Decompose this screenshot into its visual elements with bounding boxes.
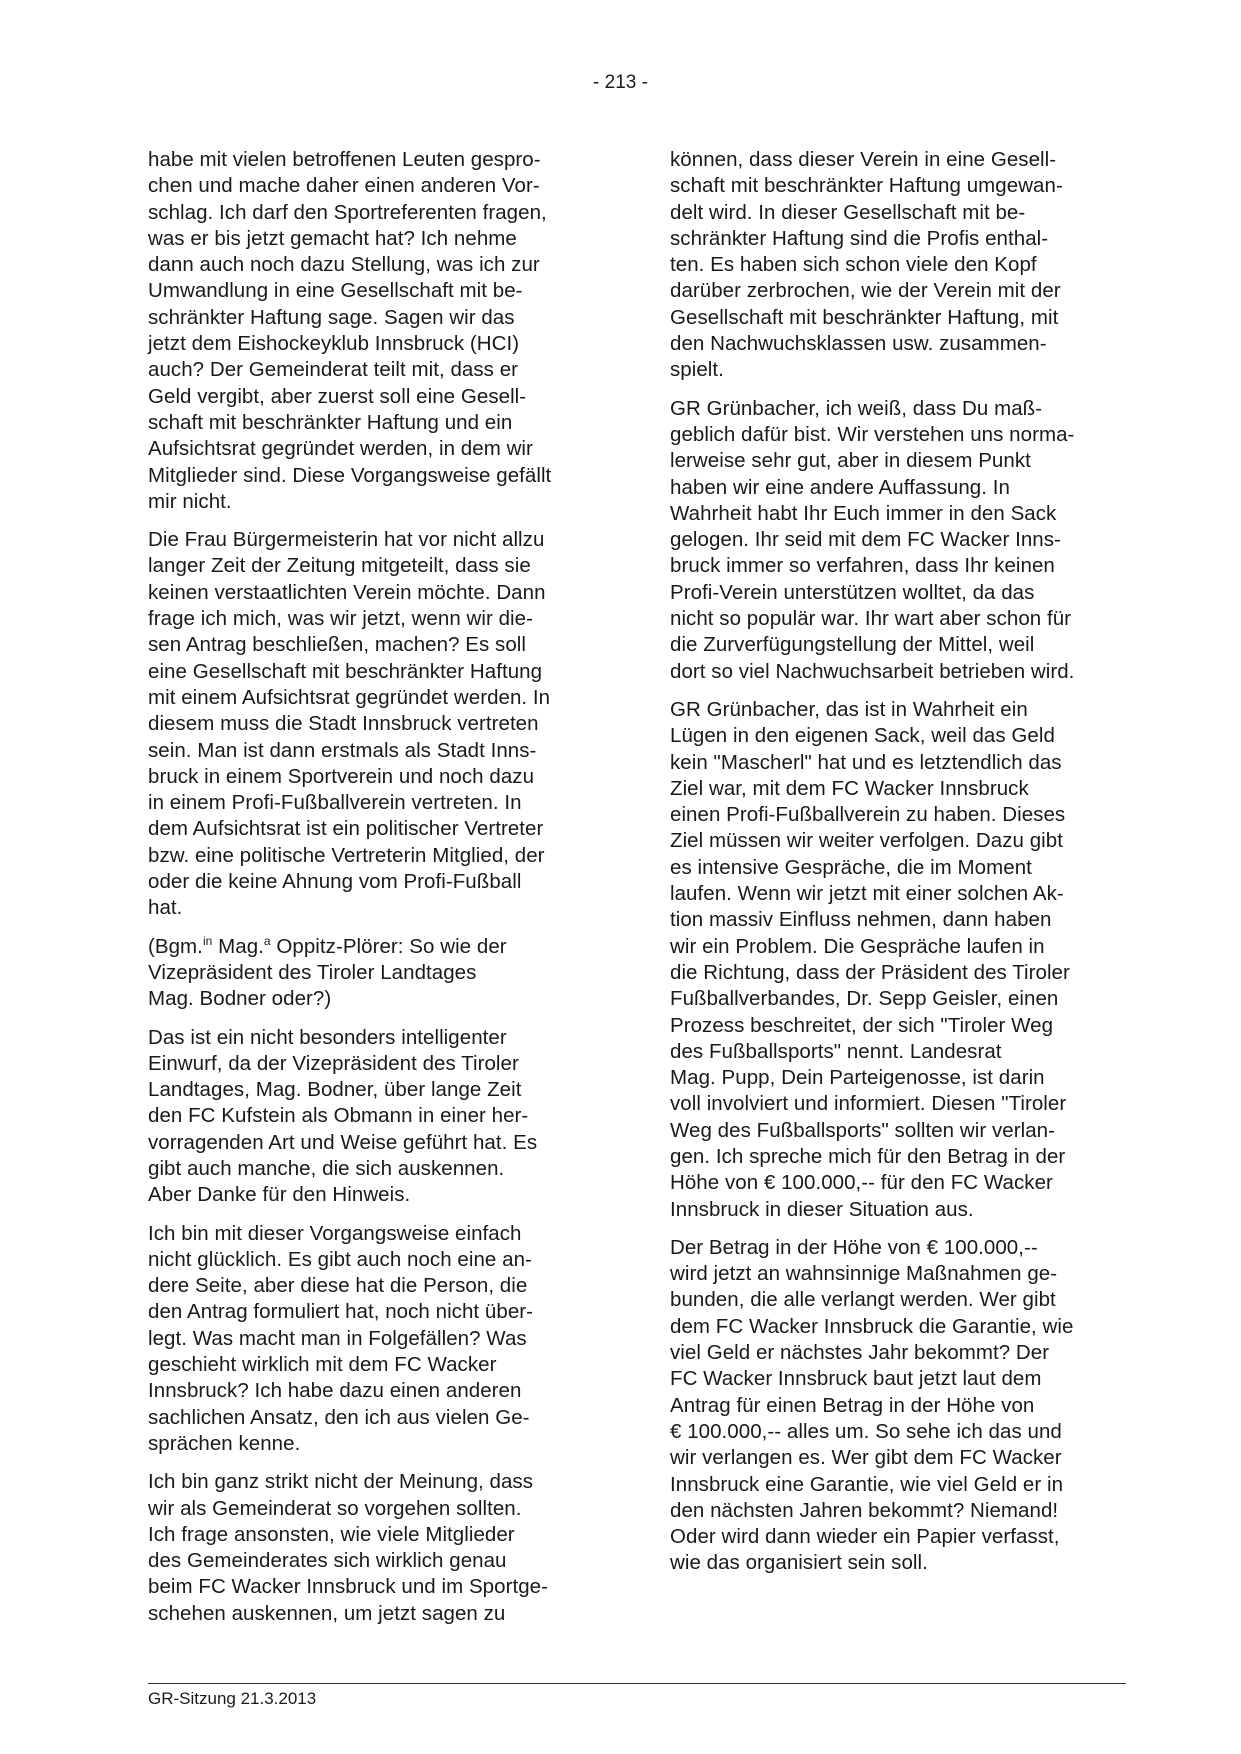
left-column [148,147,603,1639]
text-line: GR Grünbacher, das ist in Wahrheit ein [670,697,1028,721]
text-line: schränkter Haftung sind die Profis enthal- [670,226,1049,250]
text-line: keinen verstaatlichten Verein möchte. Dann [148,580,546,604]
text-line: schlag. Ich darf den Sportreferenten fragen, [148,200,547,224]
interjection-line-2: Vizepräsident des Tiroler Landtages [148,960,477,984]
text-line: eine Gesellschaft mit beschränkter Haftung [148,659,543,683]
text-line: Ich bin ganz strikt nicht der Meinung, dass [148,1470,534,1494]
text-line: diesem muss die Stadt Innsbruck vertreten [148,712,539,736]
text-line: wird jetzt an wahnsinnige Maßnahmen ge- [670,1262,1058,1286]
text-line: den Nachwuchsklassen usw. zusammen- [670,332,1047,356]
text-line: oder die keine Ahnung vom Profi-Fußball [148,870,522,894]
text-line: schaft mit beschränkter Haftung und ein [148,410,513,434]
text-line: Aber Danke für den Hinweis. [148,1183,411,1207]
text-line: hat. [148,896,183,920]
text-line: laufen. Wenn wir jetzt mit einer solchen Ak- [670,882,1064,906]
text-line: Der Betrag in der Höhe von € 100.000,-- [670,1235,1038,1259]
interjection-line-1-text: Oppitz-Plörer: So wie der [270,934,507,958]
text-line: GR Grünbacher, ich weiß, dass Du maß- [670,396,1043,420]
interjection-bgm: (Bgm. [148,934,203,958]
text-line: den FC Kufstein als Obmann in einer her- [148,1104,529,1128]
text-line: wir ein Problem. Die Gespräche laufen in [670,934,1045,958]
text-line: Innsbruck eine Garantie, wie viel Geld er in [670,1472,1064,1496]
text-line: vorragenden Art und Weise geführt hat. Es [148,1130,538,1154]
text-line: nicht so populär war. Ihr wart aber schon für [670,607,1072,631]
text-line: legt. Was macht man in Folgefällen? Was [148,1326,527,1350]
text-line: dem FC Wacker Innsbruck die Garantie, wie [670,1314,1074,1338]
text-line: Antrag für einen Betrag in der Höhe von [670,1393,1035,1417]
text-line: Mitglieder sind. Diese Vorgangsweise gefällt [148,463,552,487]
text-line: einen Profi-Fußballverein zu haben. Dieses [670,803,1066,827]
text-line: können, dass dieser Verein in eine Gesell- [670,148,1057,171]
text-line: geblich dafür bist. Wir verstehen uns norma- [670,422,1075,446]
text-line: in einem Profi-Fußballverein vertreten. In [148,791,522,815]
text-line: Das ist ein nicht besonders intelligenter [148,1025,507,1049]
footer-divider [148,1683,1126,1684]
text-line: mir nicht. [148,489,232,513]
text-line: bunden, die alle verlangt werden. Wer gibt [670,1288,1056,1312]
text-line: Aufsichtsrat gegründet werden, in dem wir [148,437,533,461]
text-line: bruck immer so verfahren, dass Ihr keinen [670,554,1055,578]
text-line: dort so viel Nachwuchsarbeit betrieben wird. [670,659,1075,683]
text-line: tion massiv Einfluss nehmen, dann haben [670,908,1052,932]
text-line: Prozess beschreitet, der sich "Tiroler Weg [670,1013,1054,1037]
text-line: Oder wird dann wieder ein Papier verfasst, [670,1525,1060,1549]
paragraph [148,147,603,515]
paragraph [148,1025,603,1209]
right-column-paragraphs [670,147,1125,1577]
text-line: wir als Gemeinderat so vorgehen sollten. [148,1496,522,1520]
text-line: € 100.000,-- alles um. So sehe ich das und [670,1419,1062,1443]
text-line: Weg des Fußballsports" sollten wir verlan- [670,1118,1055,1142]
text-line: Ziel müssen wir weiter verfolgen. Dazu gibt [670,829,1063,853]
text-line: beim FC Wacker Innsbruck und im Sportge- [148,1575,548,1599]
text-line: sen Antrag beschließen, machen? Es soll [148,633,526,657]
text-line: ten. Es haben sich schon viele den Kopf [670,253,1037,277]
text-line: voll involviert und informiert. Diesen "Tiroler [670,1092,1067,1116]
text-line: Landtages, Mag. Bodner, über lange Zeit [148,1078,522,1102]
paragraph [148,527,603,921]
text-line: Einwurf, da der Vizepräsident des Tiroler [148,1051,519,1075]
text-line: geschieht wirklich mit dem FC Wacker [148,1353,497,1377]
interjection-paragraph [148,934,603,1013]
text-line: schränkter Haftung sage. Sagen wir das [148,305,515,329]
text-line: gen. Ich spreche mich für den Betrag in der [670,1144,1066,1168]
text-line: auch? Der Gemeinderat teilt mit, dass er [148,358,519,382]
interjection-line-1 [148,934,603,960]
text-line: jetzt dem Eishockeyklub Innsbruck (HCI) [148,332,520,356]
text-line: sein. Man ist dann erstmals als Stadt Inns- [148,738,537,762]
interjection-mag: Mag. [212,934,264,958]
paragraph [670,697,1125,1223]
text-line: schaft mit beschränkter Haftung umgewan- [670,174,1063,198]
text-line: sprächen kenne. [148,1431,301,1455]
left-column-paragraphs-1 [148,147,603,922]
text-line: des Gemeinderates sich wirklich genau [148,1549,507,1573]
text-line: wie das organisiert sein soll. [670,1551,928,1575]
text-line: darüber zerbrochen, wie der Verein mit der [670,279,1061,303]
text-line: gibt auch manche, die sich auskennen. [148,1156,505,1180]
text-line: viel Geld er nächstes Jahr bekommt? Der [670,1341,1050,1365]
text-line: Mag. Pupp, Dein Parteigenosse, ist darin [670,1066,1045,1090]
text-line: nicht glücklich. Es gibt auch noch eine an- [148,1247,532,1271]
paragraph [670,396,1125,685]
paragraph [148,1469,603,1627]
text-line: dere Seite, aber diese hat die Person, die [148,1274,528,1298]
paragraph [670,1235,1125,1577]
text-line: kein "Mascherl" hat und es letztendlich das [670,750,1062,774]
text-line: mit einem Aufsichtsrat gegründet werden. In [148,685,551,709]
text-line: was er bis jetzt gemacht hat? Ich nehme [148,226,517,250]
text-line: Profi-Verein unterstützen wolltet, da das [670,580,1035,604]
text-line: Lügen in den eigenen Sack, weil das Geld [670,724,1055,748]
text-line: die Zurverfügungstellung der Mittel, weil [670,633,1035,657]
text-line: dann auch noch dazu Stellung, was ich zur [148,253,540,277]
text-line: wir verlangen es. Wer gibt dem FC Wacker [670,1446,1062,1470]
text-line: Innsbruck? Ich habe dazu einen anderen [148,1379,522,1403]
text-line: Wahrheit habt Ihr Euch immer in den Sack [670,501,1057,525]
text-line: FC Wacker Innsbruck baut jetzt laut dem [670,1367,1042,1391]
page-number: - 213 - [593,72,648,93]
right-column [670,147,1125,1589]
text-line: den nächsten Jahren bekommt? Niemand! [670,1498,1059,1522]
text-line: Ich frage ansonsten, wie viele Mitglieder [148,1522,515,1546]
text-line: bzw. eine politische Vertreterin Mitglied, der [148,843,545,867]
text-line: Innsbruck in dieser Situation aus. [670,1197,974,1221]
text-line: gelogen. Ihr seid mit dem FC Wacker Inns- [670,528,1061,552]
text-line: Höhe von € 100.000,-- für den FC Wacker [670,1171,1053,1195]
text-line: des Fußballsports" nennt. Landesrat [670,1039,1002,1063]
paragraph [670,147,1125,384]
text-line: dem Aufsichtsrat ist ein politischer Vertreter [148,817,544,841]
text-line: Ich bin mit dieser Vorgangsweise einfach [148,1221,522,1245]
text-line: es intensive Gespräche, die im Moment [670,855,1032,879]
left-column-paragraphs-2 [148,1025,603,1628]
text-line: chen und mache daher einen anderen Vor- [148,174,540,198]
text-line: Fußballverbandes, Dr. Sepp Geisler, einen [670,987,1059,1011]
text-line: habe mit vielen betroffenen Leuten gespro- [148,148,541,171]
text-line: frage ich mich, was wir jetzt, wenn wir die- [148,607,533,631]
text-line: die Richtung, dass der Präsident des Tiroler [670,960,1070,984]
text-line: den Antrag formuliert hat, noch nicht über- [148,1300,534,1324]
text-line: delt wird. In dieser Gesellschaft mit be- [670,200,1026,224]
interjection-mag-sup: a [263,933,271,948]
text-line: Die Frau Bürgermeisterin hat vor nicht allzu [148,528,545,552]
interjection-bgm-sup: in [202,933,213,948]
text-line: Umwandlung in eine Gesellschaft mit be- [148,279,523,303]
paragraph [148,1221,603,1458]
footer-session-label: GR-Sitzung 21.3.2013 [148,1689,317,1708]
text-line: langer Zeit der Zeitung mitgeteilt, dass sie [148,554,531,578]
text-line: bruck in einem Sportverein und noch dazu [148,764,535,788]
text-line: Geld vergibt, aber zuerst soll eine Gesell- [148,384,527,408]
text-line: Gesellschaft mit beschränkter Haftung, mit [670,305,1059,329]
text-line: schehen auskennen, um jetzt sagen zu [148,1601,506,1625]
text-line: Ziel war, mit dem FC Wacker Innsbruck [670,776,1029,800]
text-line: haben wir eine andere Auffassung. In [670,475,1010,499]
interjection-line-3: Mag. Bodner oder?) [148,987,332,1011]
text-line: sachlichen Ansatz, den ich aus vielen Ge- [148,1405,530,1429]
text-line: spielt. [670,358,724,382]
text-line: lerweise sehr gut, aber in diesem Punkt [670,449,1031,473]
